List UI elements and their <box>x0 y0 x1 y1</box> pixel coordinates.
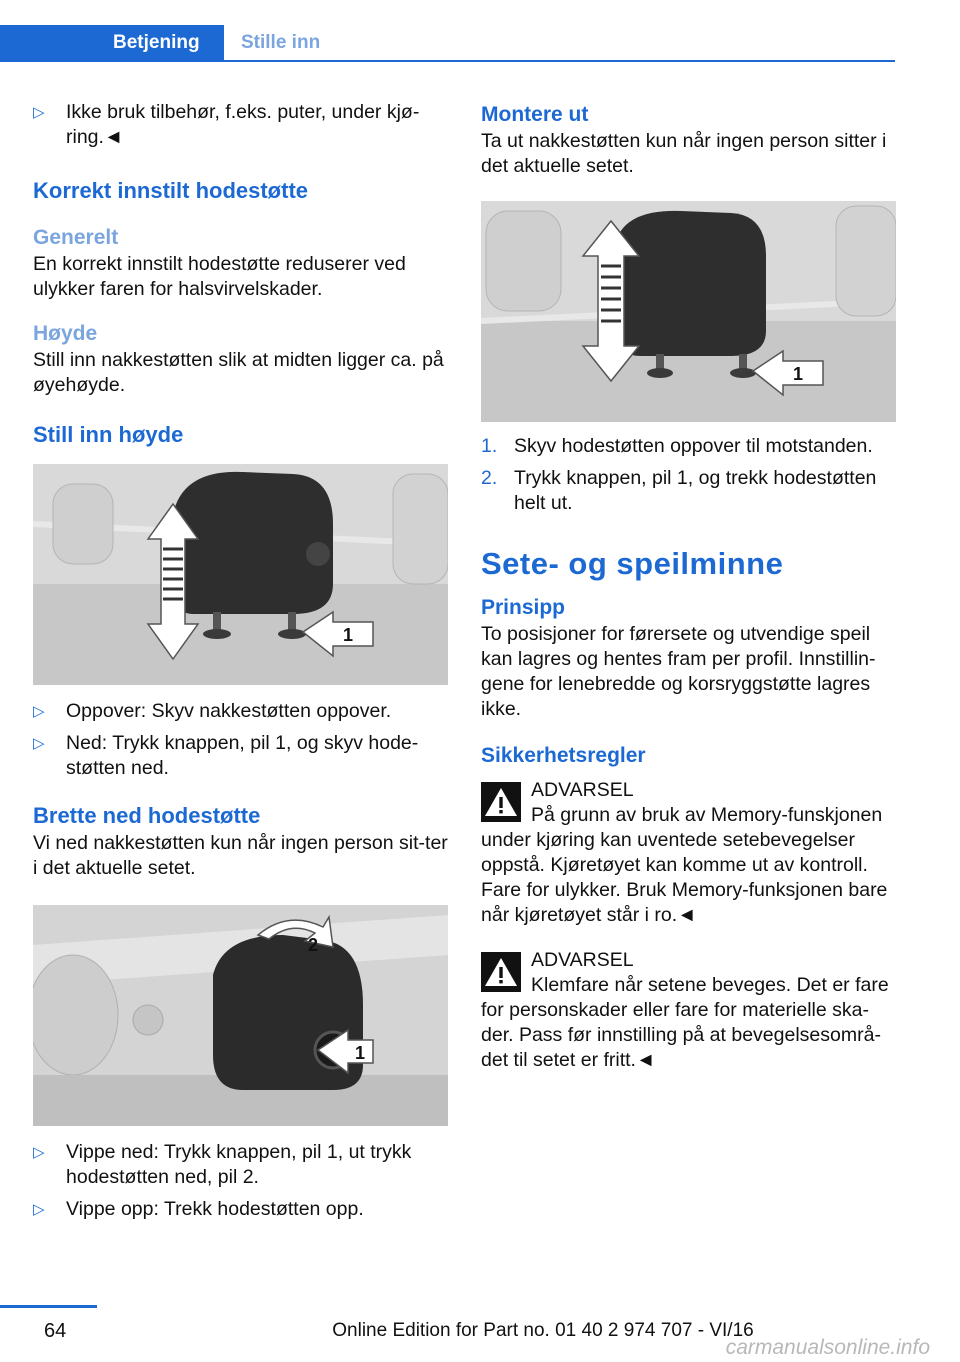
subheading-generelt: Generelt <box>33 226 119 249</box>
subheading-montere: Montere ut <box>481 103 589 126</box>
warning-box <box>481 948 896 1073</box>
headrest-fold-figure <box>33 905 448 1126</box>
figure-callout: 1 <box>343 625 354 645</box>
warning-title: ADVARSEL <box>531 779 634 801</box>
footer-divider <box>0 1305 97 1308</box>
list-item: ▷ Ned: Trykk knappen, pil 1, og skyv hode-støtten ned. <box>33 732 419 779</box>
step-number: 2. <box>481 467 498 489</box>
subheading-hoyde: Høyde <box>33 322 98 345</box>
triangle-bullet-icon: ▷ <box>33 1144 45 1161</box>
paragraph-brette: Vi ned nakkestøtten kun når ingen person sit-ter i det aktuelle setet. <box>33 832 448 879</box>
paragraph-prinsipp: To posisjoner for førersete og utvendige speil kan lagres og hentes fram per profil. Innstillin-gene for lenebredde og korsryggstøtte lagres ikke. <box>481 623 876 720</box>
triangle-bullet-icon: ▷ <box>33 735 45 752</box>
paragraph-montere: Ta ut nakkestøtten kun når ingen person sitter i det aktuelle setet. <box>481 130 887 177</box>
header-divider <box>0 60 895 62</box>
tab-stille-inn[interactable]: Stille inn <box>241 32 321 53</box>
figure-callout: 1 <box>793 364 804 384</box>
subheading-prinsipp: Prinsipp <box>481 596 566 619</box>
headrest-height-figure <box>33 464 448 685</box>
left-column <box>33 100 448 1229</box>
paragraph-hoyde: Still inn nakkestøtten slik at midten ligger ca. på øyehøyde. <box>33 349 444 396</box>
warning-text: Klemfare når setene beveges. Det er fare for personskader eller fare for materielle ska-der. Pass før innstilling på at bevegelsesområ-det til setet er fritt.◄ <box>481 974 889 1071</box>
page-number: 64 <box>44 1320 67 1342</box>
triangle-bullet-icon: ▷ <box>33 703 45 720</box>
warning-triangle-icon <box>481 952 521 992</box>
list-item: ▷ Ikke bruk tilbehør, f.eks. puter, under kjø-ring.◄ <box>33 101 420 148</box>
triangle-bullet-icon: ▷ <box>33 104 45 121</box>
list-item: ▷ Vippe ned: Trykk knappen, pil 1, ut trykk hodestøtten ned, pil 2. <box>33 1141 412 1188</box>
list-item: ▷ Vippe opp: Trekk hodestøtten opp. <box>33 1198 364 1220</box>
figure-callout: 1 <box>355 1043 366 1063</box>
chapter-heading-sete: Sete- og speilminne <box>481 546 784 581</box>
list-item: 1. Skyv hodestøtten oppover til motstanden. <box>481 435 873 457</box>
figure-callout: 2 <box>308 935 319 955</box>
subheading-sikkerhet: Sikkerhetsregler <box>481 744 646 767</box>
section-heading-still-inn: Still inn høyde <box>33 422 184 447</box>
tab-betjening[interactable]: Betjening <box>0 25 224 61</box>
list-item: ▷ Oppover: Skyv nakkestøtten oppover. <box>33 700 392 722</box>
warning-triangle-icon <box>481 782 521 822</box>
right-column <box>481 100 896 1073</box>
warning-box <box>481 778 896 928</box>
section-heading-brette: Brette ned hodestøtte <box>33 803 261 828</box>
step-number: 1. <box>481 435 498 457</box>
header-bar <box>0 0 895 62</box>
list-item: 2. Trykk knappen, pil 1, og trekk hodestøtten helt ut. <box>481 467 877 514</box>
headrest-remove-figure <box>481 201 896 422</box>
watermark: carmanualsonline.info <box>725 1336 930 1359</box>
triangle-bullet-icon: ▷ <box>33 1201 45 1218</box>
section-heading-korrekt: Korrekt innstilt hodestøtte <box>33 178 309 203</box>
warning-text: På grunn av bruk av Memory-funskjonen under kjøring kan uventede setebevegelser oppstå. Kjøretøyet kan komme ut av kontroll. Fare for ulykker. Bruk Memory-funksjonen bare når kjøretøyet står i ro.◄ <box>481 804 888 926</box>
online-edition-text: Online Edition for Part no. 01 40 2 974 707 - VI/16 <box>332 1320 754 1341</box>
warning-title: ADVARSEL <box>531 949 634 971</box>
paragraph-generelt: En korrekt innstilt hodestøtte reduserer ved ulykker faren for halsvirvelskader. <box>33 253 406 300</box>
